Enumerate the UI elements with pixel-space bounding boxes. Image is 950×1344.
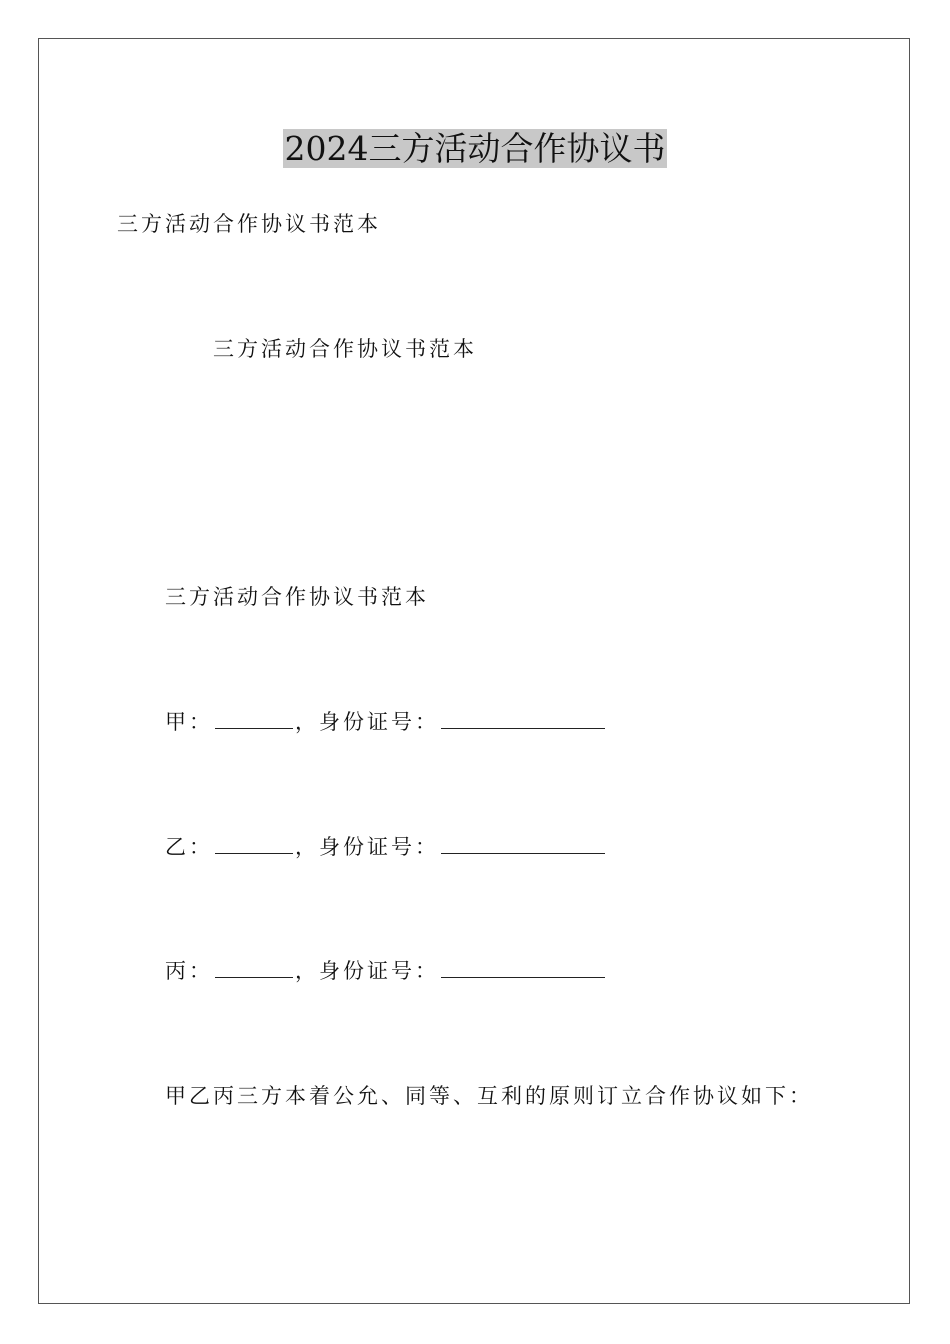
title-text: 2024三方活动合作协议书: [284, 129, 666, 168]
party-a-id-blank: [441, 708, 605, 729]
agreement-intro: 甲乙丙三方本着公允、同等、互利的原则订立合作协议如下：: [165, 1084, 813, 1108]
party-c-id-label: ，身份证号：: [295, 959, 439, 983]
party-b-label: 乙：: [165, 835, 213, 859]
party-a-label: 甲：: [165, 710, 213, 734]
subtitle-line-1: 三方活动合作协议书范本: [117, 212, 381, 236]
subtitle-line-3: 三方活动合作协议书范本: [165, 585, 429, 609]
party-b-id-label: ，身份证号：: [295, 835, 439, 859]
party-b-line: [165, 833, 605, 861]
party-c-line: [165, 957, 605, 985]
subtitle-line-2: 三方活动合作协议书范本: [213, 337, 477, 361]
party-a-name-blank: [215, 708, 293, 729]
party-c-name-blank: [215, 957, 293, 978]
party-a-id-label: ，身份证号：: [295, 710, 439, 734]
document-title: [0, 128, 950, 170]
party-c-id-blank: [441, 957, 605, 978]
party-b-id-blank: [441, 833, 605, 854]
party-c-label: 丙：: [165, 959, 213, 983]
party-a-line: [165, 708, 605, 736]
party-b-name-blank: [215, 833, 293, 854]
